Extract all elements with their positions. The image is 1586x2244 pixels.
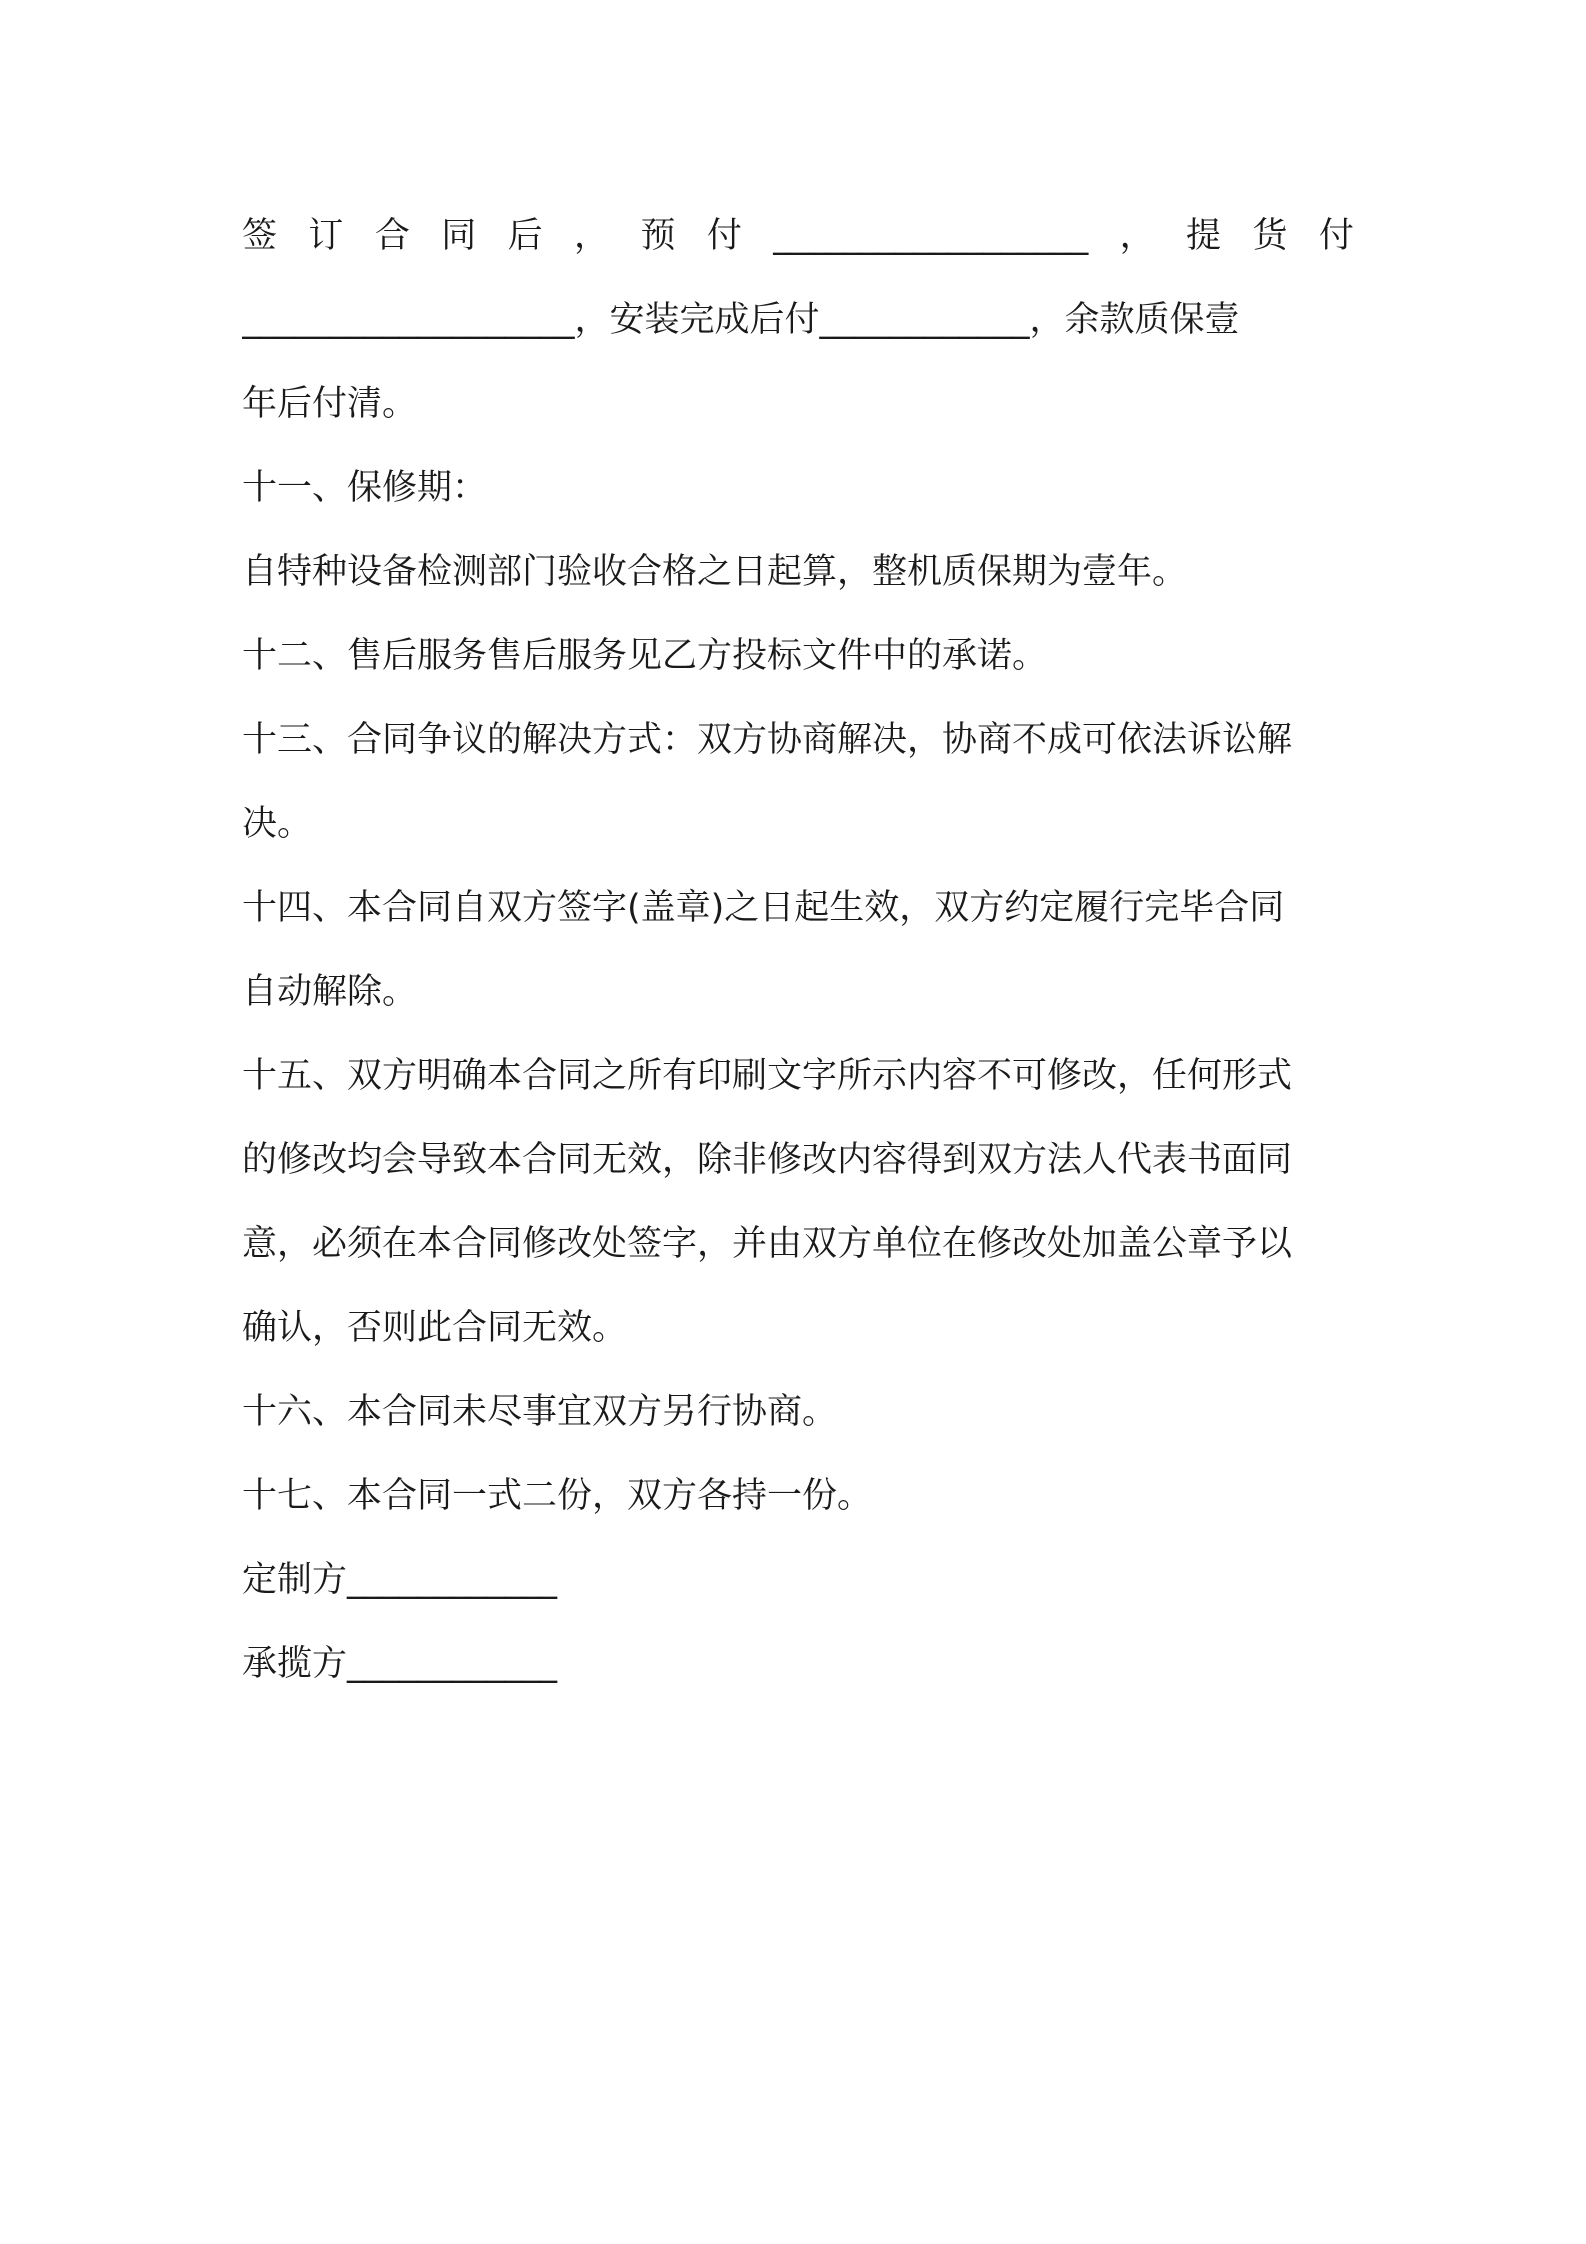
payment-terms-line-2: ___________________，安装完成后付____________，余款质保壹: [242, 300, 1240, 340]
section-11-heading: 十一、保修期：: [242, 468, 488, 508]
text-char: 付: [1318, 216, 1354, 256]
signature-party-b: 承揽方____________: [242, 1644, 558, 1684]
text-char: ，: [574, 216, 610, 256]
section-11-body: 自特种设备检测部门验收合格之日起算，整机质保期为壹年。: [242, 552, 1188, 592]
section-16: 十六、本合同未尽事宜双方另行协商。: [242, 1392, 838, 1432]
text-char: 提: [1186, 216, 1222, 256]
section-14-line-2: 自动解除。: [242, 972, 418, 1012]
text-char: 后: [507, 216, 543, 256]
signature-party-a: 定制方____________: [242, 1560, 558, 1600]
section-13-line-1: 十三、合同争议的解决方式：双方协商解决，协商不成可依法诉讼解: [242, 720, 1293, 760]
section-15-line-2: 的修改均会导致本合同无效，除非修改内容得到双方法人代表书面同: [242, 1140, 1293, 1180]
section-14-line-1: 十四、本合同自双方签字(盖章)之日起生效，双方约定履行完毕合同: [242, 888, 1285, 928]
text-char: 同: [441, 216, 477, 256]
text-char: 签: [242, 216, 278, 256]
text-char: ，: [1119, 216, 1155, 256]
section-15-line-4: 确认，否则此合同无效。: [242, 1308, 628, 1348]
section-15-line-1: 十五、双方明确本合同之所有印刷文字所示内容不可修改，任何形式: [242, 1056, 1293, 1096]
payment-terms-line-3: 年后付清。: [242, 384, 418, 424]
section-13-line-2: 决。: [242, 804, 313, 844]
document-body: [242, 194, 1354, 1706]
section-15-line-3: 意，必须在本合同修改处签字，并由双方单位在修改处加盖公章予以: [242, 1224, 1293, 1264]
section-12: 十二、售后服务售后服务见乙方投标文件中的承诺。: [242, 636, 1048, 676]
payment-terms-line-1: [242, 194, 1354, 278]
section-17: 十七、本合同一式二份，双方各持一份。: [242, 1476, 873, 1516]
text-char: 合: [374, 216, 410, 256]
text-char: 预: [640, 216, 676, 256]
text-char: 订: [308, 216, 344, 256]
blank-field: __________________: [773, 216, 1089, 256]
text-char: 货: [1252, 216, 1288, 256]
text-char: 付: [706, 216, 742, 256]
